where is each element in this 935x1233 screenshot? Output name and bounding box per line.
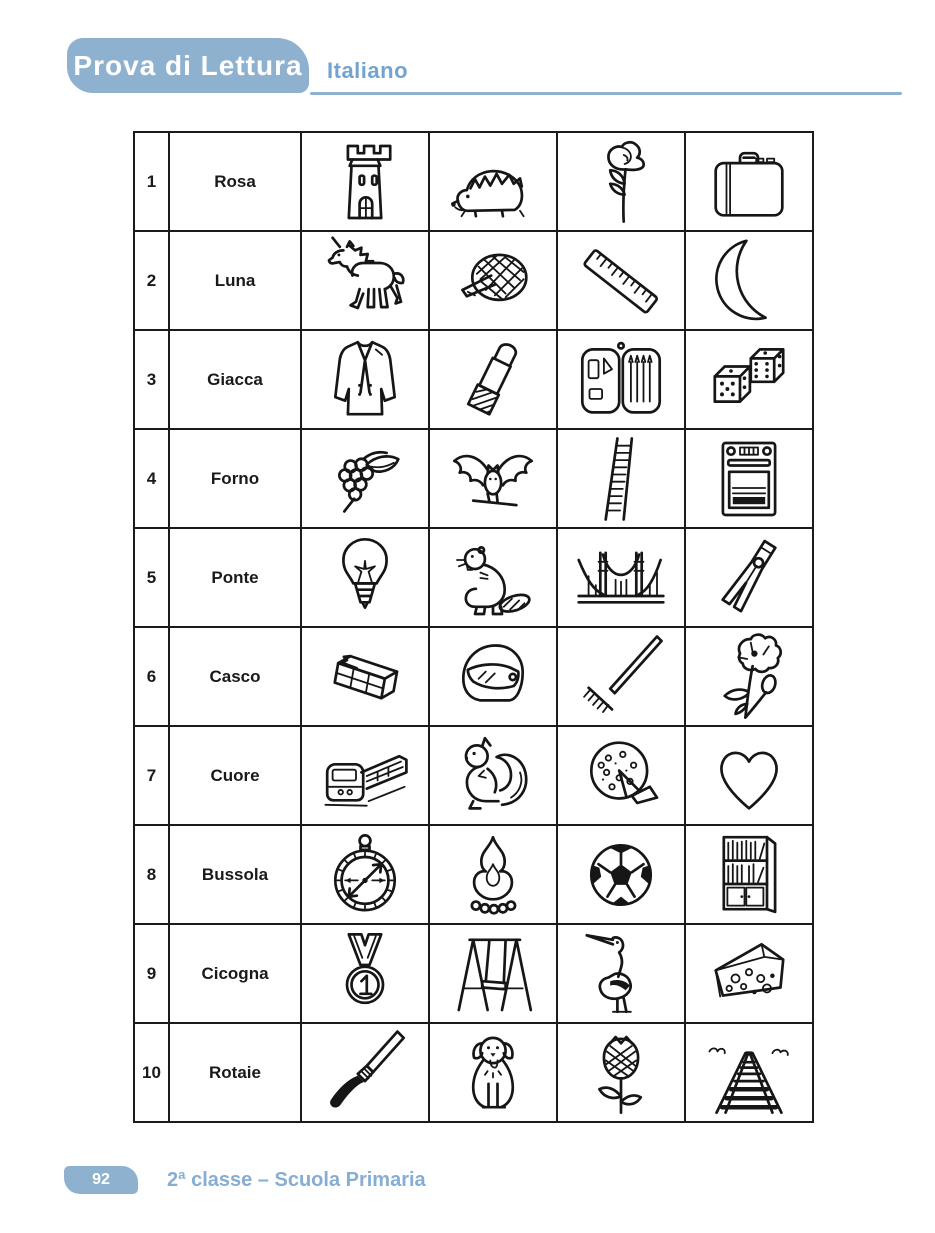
beaver-icon (446, 533, 540, 623)
image-cell (301, 924, 429, 1023)
jacket-icon (318, 335, 412, 425)
image-cell (301, 330, 429, 429)
image-cell (429, 627, 557, 726)
row-word: Casco (169, 627, 301, 726)
lightbulb-icon (318, 533, 412, 623)
unicorn-icon (318, 236, 412, 326)
image-cell (429, 231, 557, 330)
image-cell (301, 231, 429, 330)
hedgehog-icon (446, 137, 540, 227)
row-word: Rotaie (169, 1023, 301, 1122)
row-word: Ponte (169, 528, 301, 627)
dice-icon (702, 335, 796, 425)
image-cell (301, 627, 429, 726)
image-cell (685, 231, 813, 330)
railway-tracks-icon (702, 1028, 796, 1118)
row-number: 1 (134, 132, 169, 231)
header-subject: Italiano (327, 58, 409, 83)
image-cell (429, 1023, 557, 1122)
image-cell (685, 132, 813, 231)
row-number: 4 (134, 429, 169, 528)
row-number: 8 (134, 825, 169, 924)
row-number: 5 (134, 528, 169, 627)
image-cell (557, 825, 685, 924)
lipstick-icon (446, 335, 540, 425)
image-cell (429, 429, 557, 528)
chocolate-bar-icon (318, 632, 412, 722)
image-cell (685, 330, 813, 429)
ladder-icon (574, 434, 668, 524)
image-cell (557, 231, 685, 330)
image-cell (429, 132, 557, 231)
table-row (134, 231, 813, 330)
row-number: 2 (134, 231, 169, 330)
paintbrush-icon (318, 1028, 412, 1118)
image-cell (301, 528, 429, 627)
image-cell (557, 429, 685, 528)
clothespin-icon (702, 533, 796, 623)
image-cell (685, 627, 813, 726)
image-cell (301, 429, 429, 528)
row-word: Cuore (169, 726, 301, 825)
bridge-icon (574, 533, 668, 623)
table-row (134, 528, 813, 627)
image-cell (301, 1023, 429, 1122)
image-cell (685, 528, 813, 627)
row-number: 7 (134, 726, 169, 825)
image-cell (301, 132, 429, 231)
stork-icon (574, 929, 668, 1019)
table-row (134, 627, 813, 726)
campfire-icon (446, 830, 540, 920)
image-cell (301, 726, 429, 825)
image-cell (685, 825, 813, 924)
medal-icon (318, 929, 412, 1019)
image-cell (429, 825, 557, 924)
row-number: 9 (134, 924, 169, 1023)
image-cell (429, 924, 557, 1023)
row-word: Rosa (169, 132, 301, 231)
image-cell (557, 726, 685, 825)
table-row (134, 726, 813, 825)
image-cell (557, 924, 685, 1023)
page-title: Prova di Lettura (73, 49, 303, 81)
page-number-badge (64, 1166, 138, 1194)
table-row (134, 924, 813, 1023)
image-cell (685, 924, 813, 1023)
table-row (134, 1023, 813, 1122)
row-word: Luna (169, 231, 301, 330)
image-cell (557, 528, 685, 627)
cheese-icon (702, 929, 796, 1019)
ruler-icon (574, 236, 668, 326)
table-row (134, 330, 813, 429)
row-word: Giacca (169, 330, 301, 429)
image-cell (429, 528, 557, 627)
row-word: Bussola (169, 825, 301, 924)
pencil-case-icon (574, 335, 668, 425)
rake-icon (574, 632, 668, 722)
image-cell (685, 1023, 813, 1122)
compass-icon (318, 830, 412, 920)
moon-icon (702, 236, 796, 326)
pizza-icon (574, 731, 668, 821)
header-rule-line (310, 92, 902, 95)
image-cell (557, 1023, 685, 1122)
pie-icon (446, 236, 540, 326)
table-row (134, 132, 813, 231)
image-cell (301, 825, 429, 924)
tower-icon (318, 137, 412, 227)
word-table-body (134, 132, 813, 1122)
artichoke-icon (574, 1028, 668, 1118)
heart-icon (702, 731, 796, 821)
image-cell (429, 726, 557, 825)
raspberry-icon (318, 434, 412, 524)
rose-icon (574, 137, 668, 227)
dog-icon (446, 1028, 540, 1118)
row-word: Cicogna (169, 924, 301, 1023)
header-badge (67, 38, 309, 93)
page-number: 92 (92, 1171, 110, 1188)
footer-caption: 2ª classe – Scuola Primaria (167, 1169, 426, 1191)
image-cell (557, 330, 685, 429)
table-row (134, 429, 813, 528)
bat-icon (446, 434, 540, 524)
soccer-ball-icon (574, 830, 668, 920)
image-cell (685, 429, 813, 528)
table-row (134, 825, 813, 924)
suitcase-icon (702, 137, 796, 227)
row-number: 6 (134, 627, 169, 726)
swing-icon (446, 929, 540, 1019)
image-cell (685, 726, 813, 825)
helmet-icon (446, 632, 540, 722)
word-picture-table (133, 131, 814, 1123)
poppy-icon (702, 632, 796, 722)
row-number: 3 (134, 330, 169, 429)
image-cell (557, 627, 685, 726)
image-cell (429, 330, 557, 429)
train-icon (318, 731, 412, 821)
image-cell (557, 132, 685, 231)
oven-icon (702, 434, 796, 524)
bookshelf-icon (702, 830, 796, 920)
row-number: 10 (134, 1023, 169, 1122)
squirrel-icon (446, 731, 540, 821)
row-word: Forno (169, 429, 301, 528)
